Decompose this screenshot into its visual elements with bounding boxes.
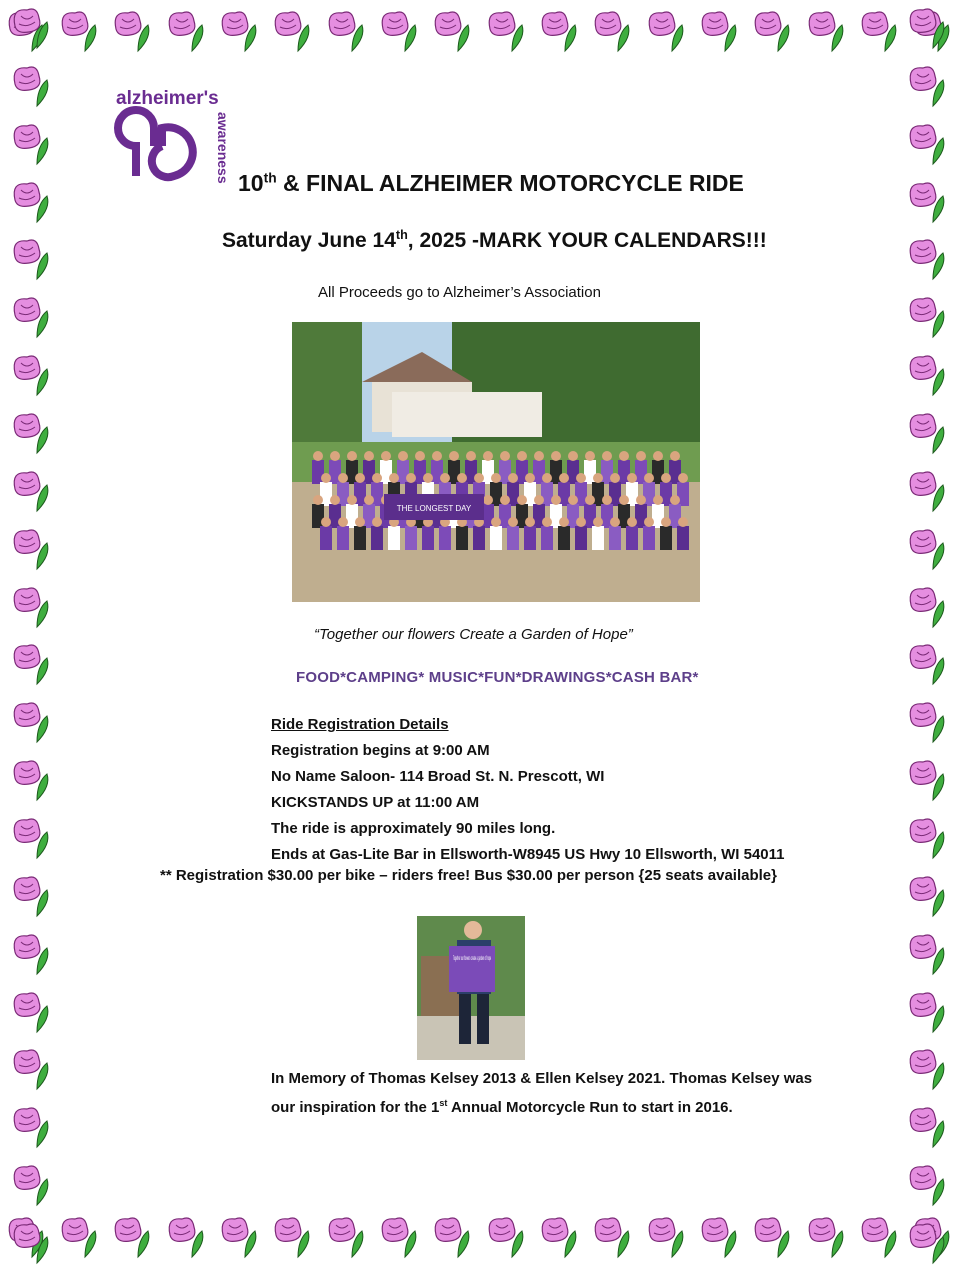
ride-registration-details [271, 712, 785, 868]
flower-icon [903, 988, 953, 1038]
flower-icon [903, 235, 953, 285]
logo-text-side: awareness [215, 112, 231, 184]
flower-icon [903, 178, 953, 228]
flower-icon [7, 930, 57, 980]
flower-icon [7, 756, 57, 806]
details-line: Registration begins at 9:00 AM [271, 742, 490, 759]
flower-icon [903, 525, 953, 575]
flower-icon [428, 1213, 478, 1263]
flower-icon [903, 698, 953, 748]
flower-icon [903, 872, 953, 922]
flower-icon [903, 293, 953, 343]
flower-icon [55, 7, 105, 57]
flower-icon [903, 1103, 953, 1153]
flower-icon [428, 7, 478, 57]
flower-icon [7, 120, 57, 170]
flower-icon [322, 7, 372, 57]
group-photo [292, 322, 700, 602]
flower-icon [903, 814, 953, 864]
flower-icon [903, 4, 953, 54]
flower-icon [7, 62, 57, 112]
photo-banner-text: THE LONGEST DAY [396, 504, 472, 513]
details-line: KICKSTANDS UP at 11:00 AM [271, 794, 480, 811]
flower-icon [903, 1219, 953, 1269]
flower-icon [7, 988, 57, 1038]
flower-icon [322, 1213, 372, 1263]
flower-icon [7, 467, 57, 517]
flower-icon [903, 62, 953, 112]
details-line: Ends at Gas-Lite Bar in Ellsworth-W8945 US Hwy 10 Ellsworth, WI 54011 [271, 846, 785, 863]
flower-icon [748, 1213, 798, 1263]
flower-icon [7, 814, 57, 864]
details-heading: Ride Registration Details [271, 716, 449, 733]
flower-icon [535, 7, 585, 57]
memorial-text: In Memory of Thomas Kelsey 2013 & Ellen Kelsey 2021. Thomas Kelsey was our inspiration for the 1st Annual Motorcycle Run to start in 2016. [271, 1070, 813, 1116]
flower-icon [375, 1213, 425, 1263]
flower-icon [55, 1213, 105, 1263]
flower-icon [7, 4, 57, 54]
flower-icon [535, 1213, 585, 1263]
flower-icon [7, 583, 57, 633]
details-line: No Name Saloon- 114 Broad St. N. Prescott, WI [271, 768, 605, 785]
flower-border-bottom [0, 1208, 960, 1268]
details-line: The ride is approximately 90 miles long. [271, 820, 556, 837]
flower-icon [642, 1213, 692, 1263]
flower-icon [748, 7, 798, 57]
activities-list: FOOD*CAMPING* MUSIC*FUN*DRAWINGS*CASH BAR* [296, 669, 699, 686]
flower-icon [903, 640, 953, 690]
flower-icon [903, 756, 953, 806]
flower-icon [588, 1213, 638, 1263]
alzheimers-awareness-logo [114, 86, 234, 198]
flower-icon [7, 872, 57, 922]
flower-icon [268, 1213, 318, 1263]
flower-icon [375, 7, 425, 57]
proceeds-note: All Proceeds go to Alzheimer’s Association [318, 284, 601, 301]
flower-icon [7, 178, 57, 228]
flower-icon [482, 1213, 532, 1263]
event-date: Saturday June 14th, 2025 -MARK YOUR CALENDARS!!! [222, 228, 767, 252]
flower-icon [7, 293, 57, 343]
flower-icon [903, 1161, 953, 1211]
flower-icon [695, 7, 745, 57]
registration-fee-line: ** Registration $30.00 per bike – riders free! Bus $30.00 per person {25 seats available} [160, 867, 777, 884]
flower-border-right [898, 0, 958, 1273]
sign-text: Together our flowers create a garden of hope [453, 956, 492, 962]
flower-icon [7, 1045, 57, 1095]
flower-icon [7, 1161, 57, 1211]
flower-icon [7, 1219, 57, 1269]
flower-icon [108, 7, 158, 57]
flower-icon [695, 1213, 745, 1263]
flower-border-top [0, 2, 960, 62]
flower-icon [802, 1213, 852, 1263]
flower-icon [7, 1103, 57, 1153]
flower-icon [215, 7, 265, 57]
flower-icon [162, 1213, 212, 1263]
flower-icon [7, 351, 57, 401]
flower-icon [903, 1045, 953, 1095]
flower-icon [7, 698, 57, 748]
flower-icon [642, 7, 692, 57]
logo-text-top: alzheimer's [116, 88, 219, 109]
flower-icon [7, 525, 57, 575]
page-title: 10th & FINAL ALZHEIMER MOTORCYCLE RIDE [238, 170, 744, 196]
flower-icon [7, 640, 57, 690]
flower-icon [588, 7, 638, 57]
flower-icon [903, 467, 953, 517]
flower-icon [215, 1213, 265, 1263]
flower-icon [903, 930, 953, 980]
flower-icon [903, 409, 953, 459]
flower-border-left [2, 0, 62, 1273]
flower-icon [482, 7, 532, 57]
slogan-quote: “Together our flowers Create a Garden of Hope” [314, 626, 633, 643]
flower-icon [903, 583, 953, 633]
flower-icon [7, 409, 57, 459]
flower-icon [802, 7, 852, 57]
flower-icon [162, 7, 212, 57]
memorial-photo [417, 916, 525, 1060]
flower-icon [903, 351, 953, 401]
flower-icon [108, 1213, 158, 1263]
flower-icon [268, 7, 318, 57]
flower-icon [7, 235, 57, 285]
flower-icon [903, 120, 953, 170]
